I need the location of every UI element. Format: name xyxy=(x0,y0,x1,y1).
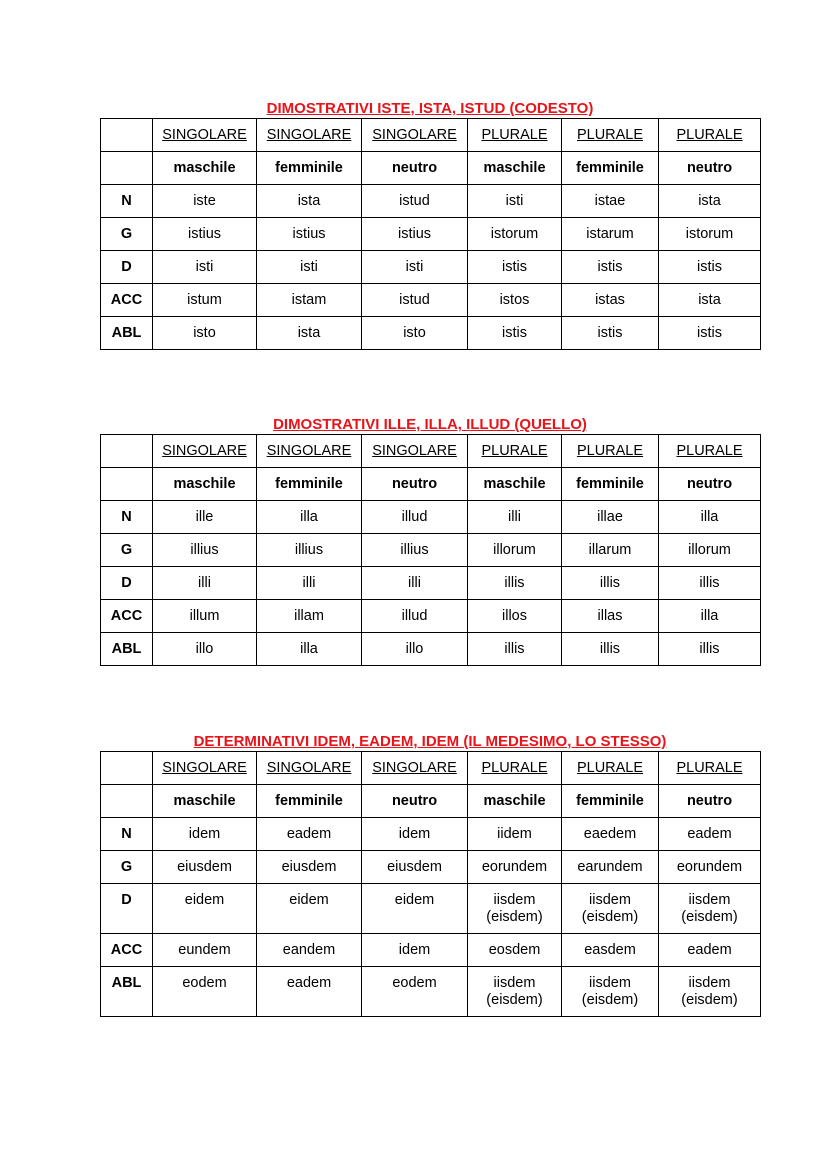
case-label: G xyxy=(101,851,153,884)
form-cell: iste xyxy=(153,185,257,218)
form-cell: isti xyxy=(257,251,362,284)
number-header: PLURALE xyxy=(562,435,659,468)
case-label: D xyxy=(101,884,153,934)
case-label: ABL xyxy=(101,967,153,1017)
form-cell xyxy=(659,884,761,934)
form-cell: istis xyxy=(562,317,659,350)
gender-header: maschile xyxy=(468,785,562,818)
form-alt-text: (eisdem) xyxy=(581,909,639,925)
form-cell: illis xyxy=(468,567,562,600)
corner-cell xyxy=(101,752,153,785)
form-cell: istorum xyxy=(468,218,562,251)
form-cell xyxy=(562,884,659,934)
number-header-row xyxy=(101,119,761,152)
form-text: eodem xyxy=(182,975,227,991)
form-text: eidem xyxy=(184,892,225,908)
number-header: SINGOLARE xyxy=(257,435,362,468)
case-label: ABL xyxy=(101,317,153,350)
form-cell: istius xyxy=(153,218,257,251)
form-text: eodem xyxy=(392,975,437,991)
gender-header: femminile xyxy=(562,468,659,501)
form-cell: illius xyxy=(257,534,362,567)
form-cell: eorundem xyxy=(468,851,562,884)
number-header: SINGOLARE xyxy=(153,119,257,152)
table-title: DIMOSTRATIVI ILLE, ILLA, ILLUD (QUELLO) xyxy=(273,416,587,433)
gender-header-row xyxy=(101,785,761,818)
form-text: iisdem xyxy=(589,975,631,991)
form-cell: eadem xyxy=(659,818,761,851)
gender-header: neutro xyxy=(659,152,761,185)
form-cell xyxy=(153,967,257,1017)
table-block-idem xyxy=(100,733,760,1017)
form-cell xyxy=(659,967,761,1017)
form-alt-text: (eisdem) xyxy=(681,992,738,1008)
form-cell: eadem xyxy=(257,818,362,851)
form-cell: ille xyxy=(153,501,257,534)
form-cell: eandem xyxy=(257,934,362,967)
gender-header: neutro xyxy=(362,468,468,501)
form-cell: illi xyxy=(153,567,257,600)
case-label: ACC xyxy=(101,284,153,317)
form-cell: istud xyxy=(362,284,468,317)
number-header: PLURALE xyxy=(562,119,659,152)
gender-header: femminile xyxy=(257,468,362,501)
corner-cell xyxy=(101,119,153,152)
form-cell: istis xyxy=(659,317,761,350)
form-cell: idem xyxy=(362,934,468,967)
form-cell: easdem xyxy=(562,934,659,967)
form-cell: illis xyxy=(468,633,562,666)
form-cell: illam xyxy=(257,600,362,633)
case-label: G xyxy=(101,534,153,567)
form-cell: illa xyxy=(257,633,362,666)
form-text: iisdem xyxy=(493,892,536,908)
form-cell: illa xyxy=(659,501,761,534)
form-cell xyxy=(562,967,659,1017)
number-header: PLURALE xyxy=(659,752,761,785)
form-cell: illud xyxy=(362,600,468,633)
case-label: G xyxy=(101,218,153,251)
form-cell: illi xyxy=(468,501,562,534)
form-cell: istum xyxy=(153,284,257,317)
form-cell: iidem xyxy=(468,818,562,851)
form-cell: earundem xyxy=(562,851,659,884)
number-header: PLURALE xyxy=(562,752,659,785)
form-cell xyxy=(468,884,562,934)
table-row xyxy=(101,317,761,350)
form-cell: eosdem xyxy=(468,934,562,967)
corner-cell xyxy=(101,152,153,185)
form-cell: illa xyxy=(257,501,362,534)
gender-header-row xyxy=(101,468,761,501)
case-label: ACC xyxy=(101,600,153,633)
form-cell: illos xyxy=(468,600,562,633)
form-cell: istae xyxy=(562,185,659,218)
number-header: PLURALE xyxy=(659,119,761,152)
form-cell: istorum xyxy=(659,218,761,251)
form-cell: eadem xyxy=(659,934,761,967)
form-cell: eiusdem xyxy=(362,851,468,884)
form-cell: illa xyxy=(659,600,761,633)
form-cell: illis xyxy=(659,633,761,666)
table-row xyxy=(101,967,761,1017)
table-row xyxy=(101,633,761,666)
number-header: SINGOLARE xyxy=(257,752,362,785)
gender-header: neutro xyxy=(362,152,468,185)
form-text: eidem xyxy=(394,892,435,908)
table-row xyxy=(101,251,761,284)
case-label: N xyxy=(101,185,153,218)
number-header: PLURALE xyxy=(468,752,562,785)
form-alt-text: (eisdem) xyxy=(486,909,543,925)
form-cell: isto xyxy=(362,317,468,350)
gender-header: femminile xyxy=(257,152,362,185)
case-label: D xyxy=(101,251,153,284)
number-header: SINGOLARE xyxy=(362,119,468,152)
form-cell: illorum xyxy=(659,534,761,567)
number-header: PLURALE xyxy=(468,435,562,468)
gender-header: maschile xyxy=(468,152,562,185)
case-label: ACC xyxy=(101,934,153,967)
form-cell: istis xyxy=(468,251,562,284)
form-cell xyxy=(362,884,468,934)
corner-cell xyxy=(101,468,153,501)
gender-header: femminile xyxy=(562,785,659,818)
form-cell: isti xyxy=(153,251,257,284)
form-cell: istis xyxy=(659,251,761,284)
form-cell xyxy=(257,884,362,934)
form-alt-text: (eisdem) xyxy=(486,992,543,1008)
case-label: D xyxy=(101,567,153,600)
form-cell: illarum xyxy=(562,534,659,567)
form-cell: isti xyxy=(362,251,468,284)
form-cell: istas xyxy=(562,284,659,317)
form-text: iisdem xyxy=(589,892,631,908)
number-header: SINGOLARE xyxy=(153,435,257,468)
case-label: N xyxy=(101,818,153,851)
form-cell: illae xyxy=(562,501,659,534)
number-header: SINGOLARE xyxy=(362,435,468,468)
form-cell: eiusdem xyxy=(153,851,257,884)
number-header: SINGOLARE xyxy=(153,752,257,785)
form-cell: istos xyxy=(468,284,562,317)
form-cell: ista xyxy=(257,317,362,350)
table-title: DETERMINATIVI IDEM, EADEM, IDEM (IL MEDESIMO, LO STESSO) xyxy=(193,733,667,750)
number-header-row xyxy=(101,752,761,785)
number-header: PLURALE xyxy=(468,119,562,152)
form-alt-text: (eisdem) xyxy=(581,992,639,1008)
gender-header: neutro xyxy=(659,785,761,818)
form-cell: illum xyxy=(153,600,257,633)
form-cell: ista xyxy=(659,284,761,317)
form-cell: ista xyxy=(257,185,362,218)
form-cell: istis xyxy=(468,317,562,350)
corner-cell xyxy=(101,785,153,818)
gender-header: maschile xyxy=(153,468,257,501)
table-block-ille xyxy=(100,416,760,666)
form-text: eadem xyxy=(286,975,332,991)
form-cell: istam xyxy=(257,284,362,317)
form-cell: illi xyxy=(257,567,362,600)
gender-header: femminile xyxy=(562,152,659,185)
gender-header-row xyxy=(101,152,761,185)
form-cell: illis xyxy=(659,567,761,600)
form-cell: illis xyxy=(562,567,659,600)
table-row xyxy=(101,851,761,884)
form-cell: eaedem xyxy=(562,818,659,851)
gender-header: maschile xyxy=(153,785,257,818)
form-cell: istius xyxy=(257,218,362,251)
form-cell: illud xyxy=(362,501,468,534)
number-header: PLURALE xyxy=(659,435,761,468)
form-cell: illis xyxy=(562,633,659,666)
number-header-row xyxy=(101,435,761,468)
form-cell xyxy=(257,967,362,1017)
form-text: eidem xyxy=(289,892,329,908)
form-cell xyxy=(468,967,562,1017)
gender-header: neutro xyxy=(659,468,761,501)
table-row xyxy=(101,185,761,218)
gender-header: maschile xyxy=(468,468,562,501)
form-cell: istarum xyxy=(562,218,659,251)
form-cell: eiusdem xyxy=(257,851,362,884)
corner-cell xyxy=(101,435,153,468)
form-alt-text: (eisdem) xyxy=(681,909,738,925)
form-cell: illas xyxy=(562,600,659,633)
gender-header: neutro xyxy=(362,785,468,818)
form-cell: istis xyxy=(562,251,659,284)
declension-table xyxy=(100,118,761,350)
table-row xyxy=(101,218,761,251)
table-row xyxy=(101,600,761,633)
declension-table xyxy=(100,434,761,666)
table-row xyxy=(101,534,761,567)
form-cell: idem xyxy=(153,818,257,851)
form-cell: eorundem xyxy=(659,851,761,884)
form-cell: isti xyxy=(468,185,562,218)
form-cell: illorum xyxy=(468,534,562,567)
table-row xyxy=(101,567,761,600)
case-label: N xyxy=(101,501,153,534)
form-cell: illi xyxy=(362,567,468,600)
declension-table xyxy=(100,751,761,1017)
table-row xyxy=(101,818,761,851)
table-row xyxy=(101,284,761,317)
table-row xyxy=(101,884,761,934)
form-text: iisdem xyxy=(688,892,731,908)
form-cell: illius xyxy=(153,534,257,567)
form-cell: illo xyxy=(153,633,257,666)
form-cell: istud xyxy=(362,185,468,218)
form-text: iisdem xyxy=(493,975,536,991)
table-row xyxy=(101,934,761,967)
form-cell: illius xyxy=(362,534,468,567)
table-block-iste xyxy=(100,100,760,350)
gender-header: maschile xyxy=(153,152,257,185)
form-cell: isto xyxy=(153,317,257,350)
form-cell: illo xyxy=(362,633,468,666)
number-header: SINGOLARE xyxy=(257,119,362,152)
form-cell: idem xyxy=(362,818,468,851)
gender-header: femminile xyxy=(257,785,362,818)
form-text: iisdem xyxy=(688,975,731,991)
case-label: ABL xyxy=(101,633,153,666)
table-title: DIMOSTRATIVI ISTE, ISTA, ISTUD (CODESTO) xyxy=(266,100,594,117)
number-header: SINGOLARE xyxy=(362,752,468,785)
form-cell: istius xyxy=(362,218,468,251)
form-cell: eundem xyxy=(153,934,257,967)
form-cell: ista xyxy=(659,185,761,218)
form-cell xyxy=(153,884,257,934)
form-cell xyxy=(362,967,468,1017)
table-row xyxy=(101,501,761,534)
